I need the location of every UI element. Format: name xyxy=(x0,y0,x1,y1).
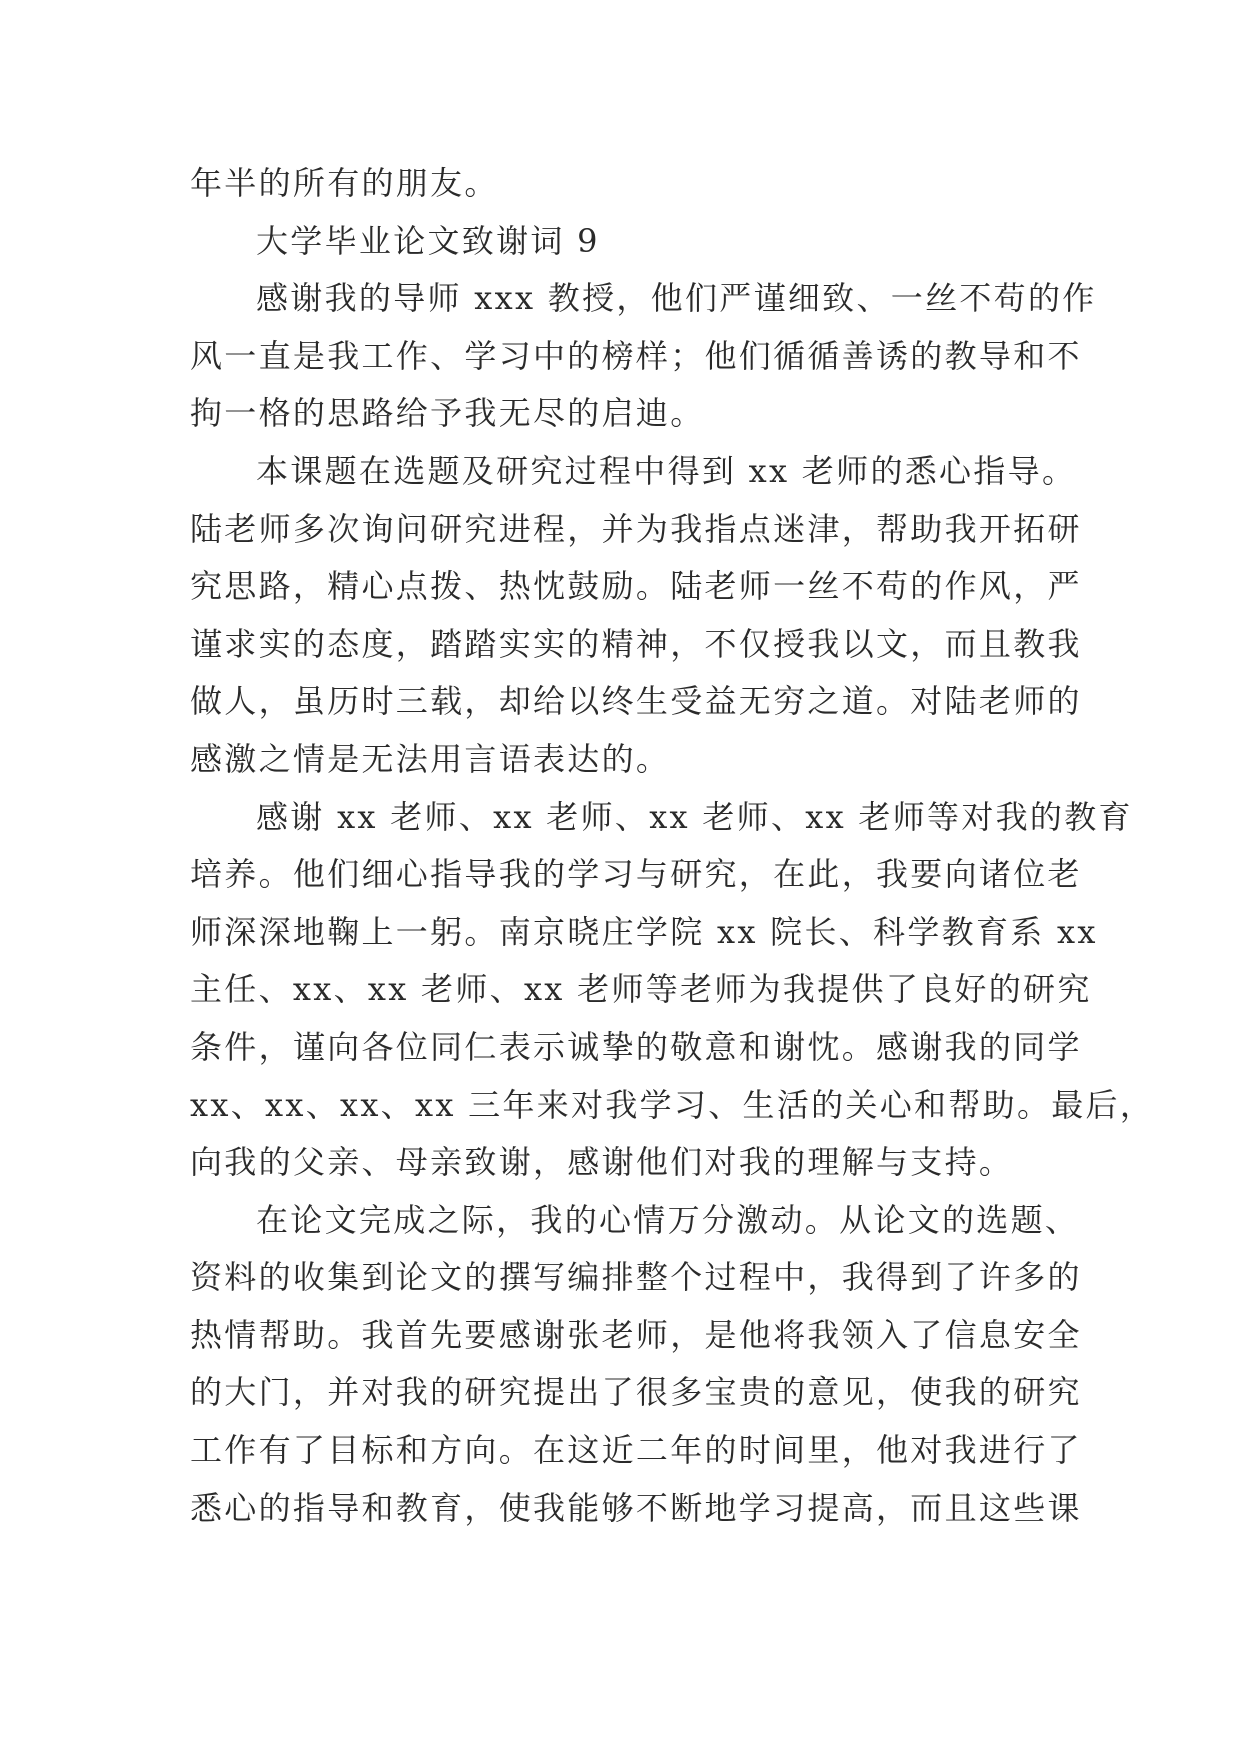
text-line: 培养。他们细心指导我的学习与研究，在此，我要向诸位老 xyxy=(190,855,1082,894)
text-line: 悉心的指导和教育，使我能够不断地学习提高，而且这些课 xyxy=(190,1488,1082,1527)
section-heading: 大学毕业论文致谢词 9 xyxy=(256,221,600,260)
text-line: 主任、xx、xx 老师、xx 老师等老师为我提供了良好的研究 xyxy=(190,970,1092,1009)
text-line: 陆老师多次询问研究进程，并为我指点迷津，帮助我开拓研 xyxy=(190,509,1082,548)
text-line: 风一直是我工作、学习中的榜样；他们循循善诱的教导和不 xyxy=(190,336,1082,375)
text-line: 资料的收集到论文的撰写编排整个过程中，我得到了许多的 xyxy=(190,1258,1082,1297)
text-line: 感激之情是无法用言语表达的。 xyxy=(190,739,671,778)
text-line: 在论文完成之际，我的心情万分激动。从论文的选题、 xyxy=(256,1200,1080,1239)
text-line: 工作有了目标和方向。在这近二年的时间里，他对我进行了 xyxy=(190,1431,1082,1470)
text-line: 条件，谨向各位同仁表示诚挚的敬意和谢忱。感谢我的同学 xyxy=(190,1027,1082,1066)
text-line: 本课题在选题及研究过程中得到 xx 老师的悉心指导。 xyxy=(256,451,1077,490)
text-line: 年半的所有的朋友。 xyxy=(190,164,499,202)
text-line: 向我的父亲、母亲致谢，感谢他们对我的理解与支持。 xyxy=(190,1143,1014,1182)
text-line: 师深深地鞠上一躬。南京晓庄学院 xx 院长、科学教育系 xx xyxy=(190,912,1098,951)
text-line: 谨求实的态度，踏踏实实的精神，不仅授我以文，而且教我 xyxy=(190,624,1082,663)
text-line: 感谢我的导师 xxx 教授，他们严谨细致、一丝不苟的作 xyxy=(256,279,1097,318)
text-line: xx、xx、xx、xx 三年来对我学习、生活的关心和帮助。最后， xyxy=(190,1085,1155,1124)
text-line: 做人，虽历时三载，却给以终生受益无穷之道。对陆老师的 xyxy=(190,682,1082,721)
text-line: 的大门，并对我的研究提出了很多宝贵的意见，使我的研究 xyxy=(190,1373,1082,1412)
text-line: 究思路，精心点拨、热忱鼓励。陆老师一丝不苟的作风，严 xyxy=(190,567,1082,606)
document-body xyxy=(190,155,1155,1537)
text-line: 热情帮助。我首先要感谢张老师，是他将我领入了信息安全 xyxy=(190,1315,1082,1354)
text-line: 拘一格的思路给予我无尽的启迪。 xyxy=(190,394,705,433)
text-line: 感谢 xx 老师、xx 老师、xx 老师、xx 老师等对我的教育 xyxy=(256,797,1133,836)
